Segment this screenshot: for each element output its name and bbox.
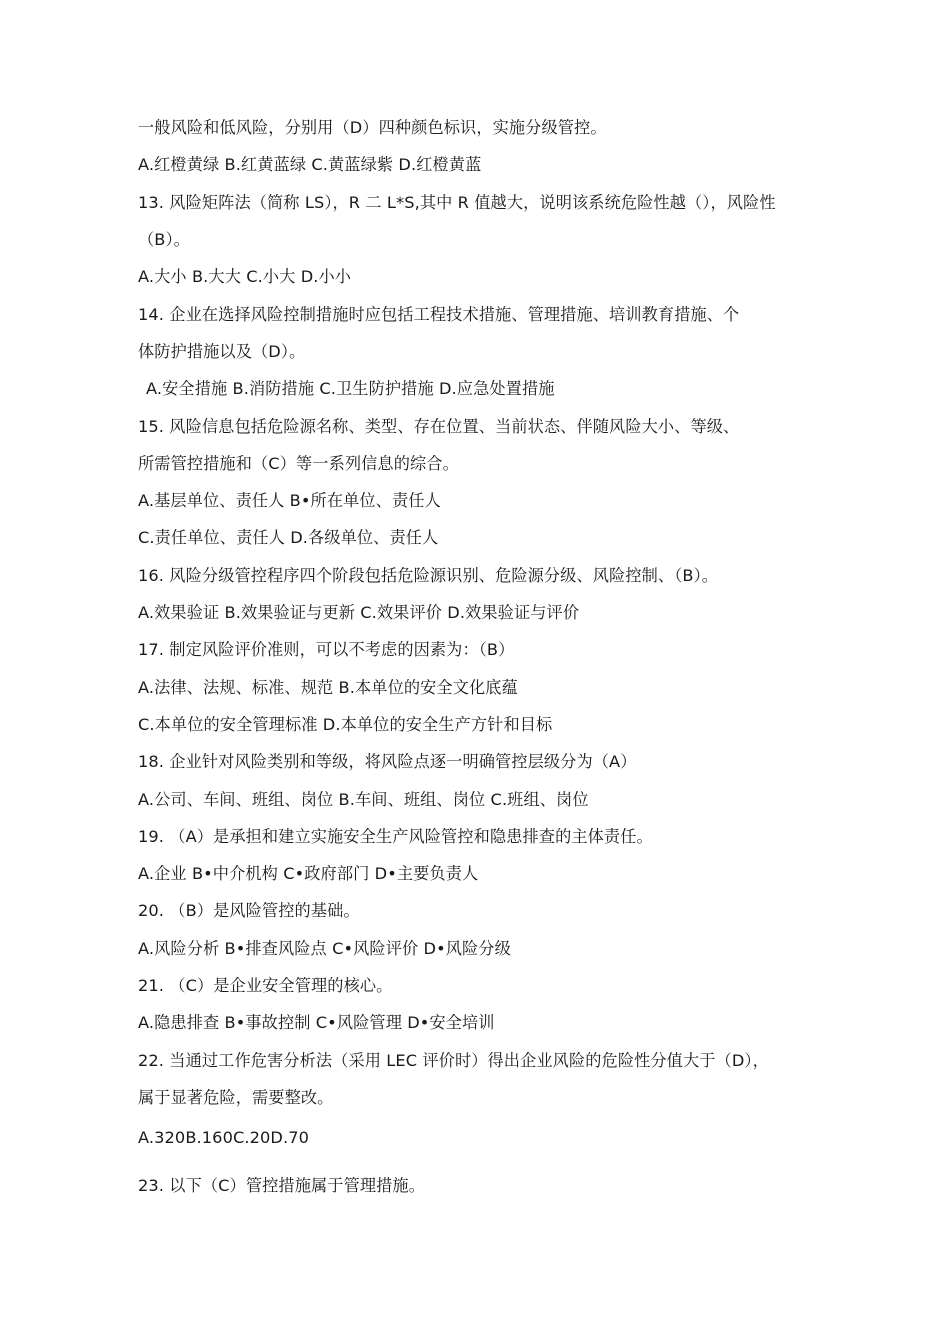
answer-options: C.本单位的安全管理标准 D.本单位的安全生产方针和目标 [138, 715, 553, 734]
answer-options: A.安全措施 B.消防措施 C.卫生防护措施 D.应急处置措施 [146, 379, 555, 398]
answer-options: A.风险分析 B•排查风险点 C•风险评价 D•风险分级 [138, 939, 511, 958]
answer-options: A.基层单位、责任人 B•所在单位、责任人 [138, 491, 441, 510]
answer-options: A.企业 B•中介机构 C•政府部门 D•主要负责人 [138, 864, 479, 883]
answer-options: A.法律、法规、标准、规范 B.本单位的安全文化底蕴 [138, 678, 518, 697]
text-line: 一般风险和低风险，分别用（D）四种颜色标识，实施分级管控。 [138, 118, 607, 137]
answer-options: A.320B.160C.20D.70 [138, 1128, 310, 1147]
question-13: 13. 风险矩阵法（简称 LS），R 二 L*S,其中 R 值越大，说明该系统危险性越（），风险性 [138, 193, 776, 212]
question-22: 22. 当通过工作危害分析法（采用 LEC 评价时）得出企业风险的危险性分值大于（D）， [138, 1051, 769, 1070]
question-14: 14. 企业在选择风险控制措施时应包括工程技术措施、管理措施、培训教育措施、个 [138, 305, 740, 324]
question-16: 16. 风险分级管控程序四个阶段包括危险源识别、危险源分级、风险控制、（B）。 [138, 566, 719, 585]
text-line: 属于显著危险，需要整改。 [138, 1088, 334, 1107]
question-17: 17. 制定风险评价准则，可以不考虑的因素为：（B） [138, 640, 515, 659]
question-19: 19. （A）是承担和建立实施安全生产风险管控和隐患排查的主体责任。 [138, 827, 653, 846]
question-20: 20. （B）是风险管控的基础。 [138, 901, 360, 920]
answer-options: A.效果验证 B.效果验证与更新 C.效果评价 D.效果验证与评价 [138, 603, 580, 622]
answer-options: A.大小 B.大大 C.小大 D.小小 [138, 267, 352, 286]
text-line: （B）。 [138, 230, 190, 249]
answer-options: A.红橙黄绿 B.红黄蓝绿 C.黄蓝绿紫 D.红橙黄蓝 [138, 155, 482, 174]
question-18: 18. 企业针对风险类别和等级，将风险点逐一明确管控层级分为（A） [138, 752, 637, 771]
question-15: 15. 风险信息包括危险源名称、类型、存在位置、当前状态、伴随风险大小、等级、 [138, 417, 740, 436]
answer-options: A.隐患排查 B•事故控制 C•风险管理 D•安全培训 [138, 1013, 495, 1032]
text-line: 体防护措施以及（D）。 [138, 342, 306, 361]
text-line: 所需管控措施和（C）等一系列信息的综合。 [138, 454, 459, 473]
question-23: 23. 以下（C）管控措施属于管理措施。 [138, 1176, 426, 1195]
question-21: 21. （C）是企业安全管理的核心。 [138, 976, 393, 995]
answer-options: C.责任单位、责任人 D.各级单位、责任人 [138, 528, 439, 547]
answer-options: A.公司、车间、班组、岗位 B.车间、班组、岗位 C.班组、岗位 [138, 790, 589, 809]
